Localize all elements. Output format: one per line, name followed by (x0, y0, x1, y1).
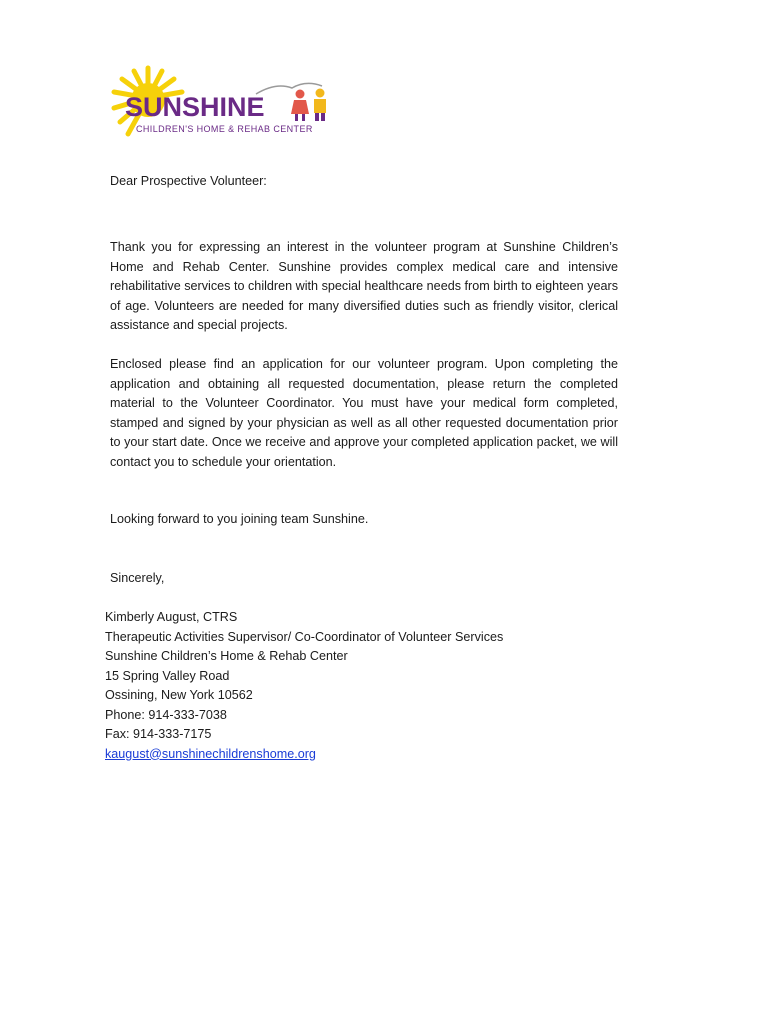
logo-name: SUNSHINE (125, 92, 265, 122)
email-link[interactable]: kaugust@sunshinechildrenshome.org (105, 746, 316, 761)
paragraph-closing-line: Looking forward to you joining team Sunshine. (110, 512, 369, 526)
address-line-2: Ossining, New York 10562 (105, 688, 253, 702)
signature-block (105, 608, 503, 764)
greeting: Dear Prospective Volunteer: (110, 174, 267, 188)
signer-title: Therapeutic Activities Supervisor/ Co-Coordinator of Volunteer Services (105, 629, 504, 644)
address-line-1: 15 Spring Valley Road (105, 668, 230, 683)
paragraph-intro: Thank you for expressing an interest in the volunteer program at Sunshine Children’s Home and Rehab Center. Sunshine provides complex medical care and intensive rehabilitative services to children with special healthcare needs from birth to eighteen years of age. Volunteers are needed for many diversified duties such as friendly visitor, clerical assistance and special projects. (110, 240, 618, 332)
logo-subtitle: CHILDREN'S HOME & REHAB CENTER (136, 124, 313, 134)
sign-off: Sincerely, (110, 571, 165, 585)
paragraph-application: Enclosed please find an application for our volunteer program. Upon completing the application and obtaining all requested documentation, please return the completed material to the Volunteer Coordinator. You must have your medical form completed, stamped and signed by your physician as well as all other requested documentation prior to your start date. Once we receive and approve your completed application packet, we will contact you to schedule your orientation. (110, 357, 618, 469)
phone-number: Phone: 914-333-7038 (105, 707, 227, 722)
signer-name: Kimberly August, CTRS (105, 610, 238, 624)
fax-number: Fax: 914-333-7175 (105, 727, 212, 741)
organization-name: Sunshine Children’s Home & Rehab Center (105, 649, 348, 663)
